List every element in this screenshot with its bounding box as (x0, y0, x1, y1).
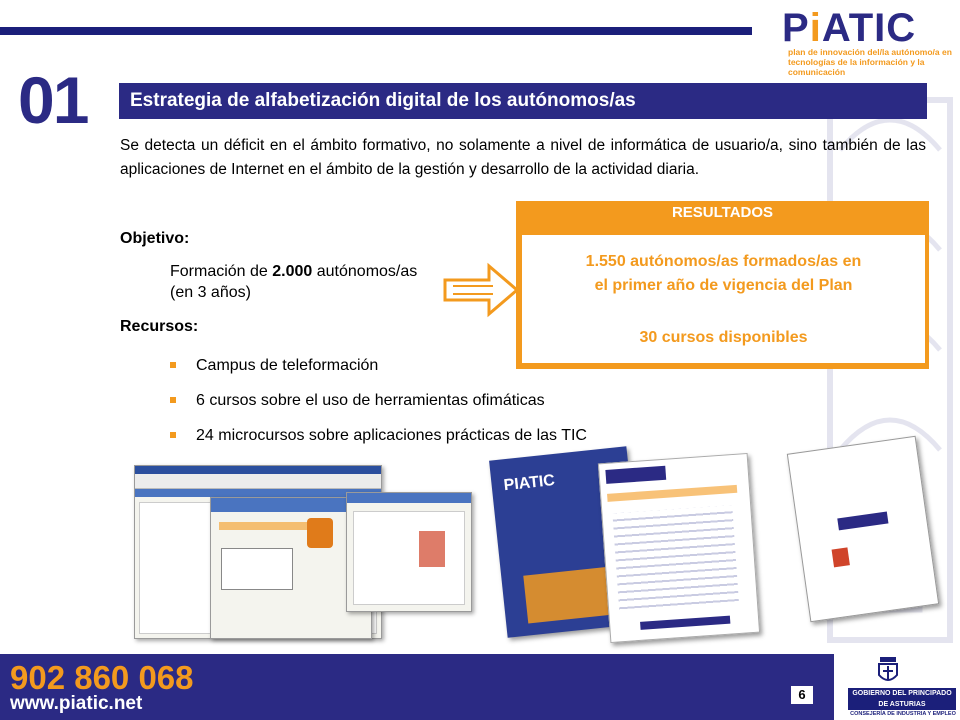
campus-screenshot-3 (346, 492, 472, 612)
bullet-square-icon (170, 362, 176, 368)
intro-paragraph: Se detecta un déficit en el ámbito formativo, no solamente a nivel de informática de usuario/a, sino también de las aplicaciones de Internet en el ámbito de la gestión y desarrollo de la actividad diaria. (120, 137, 926, 178)
phone-number: 902 860 068 (10, 659, 194, 696)
results-line-1: 1.550 autónomos/as formados/as en (585, 253, 862, 270)
results-line-3: 30 cursos disponibles (639, 329, 808, 346)
logo-subtitle: plan de innovación del/la autónomo/a en tecnologías de la información y la comunicación (788, 47, 952, 77)
logo-wordmark: PiATIC (782, 6, 917, 50)
brochure-stack (787, 436, 939, 622)
list-item: 24 microcursos sobre aplicaciones prácticas de las TIC (170, 418, 790, 453)
ministry-name: CONSEJERÍA DE INDUSTRIA Y EMPLEO (850, 711, 956, 717)
objetivo-label: Objetivo: (120, 230, 190, 247)
list-item: 6 cursos sobre el uso de herramientas ofimáticas (170, 383, 790, 418)
bullet-square-icon (170, 432, 176, 438)
results-line-2: el primer año de vigencia del Plan (594, 277, 853, 294)
results-header: RESULTADOS (671, 204, 774, 221)
page-number: 6 (798, 687, 806, 702)
government-name: GOBIERNO DEL PRINCIPADO DE ASTURIAS (852, 690, 952, 708)
recursos-label: Recursos: (120, 318, 199, 335)
bullet-square-icon (170, 397, 176, 403)
list-item: Campus de teleformación (170, 348, 790, 383)
piatic-logo (782, 6, 958, 77)
section-number: 01 (18, 63, 88, 137)
brochure-cover-blue: PIATIC (489, 446, 645, 637)
right-arrow-icon (443, 262, 519, 318)
header-rule (0, 27, 752, 35)
objetivo-text: Formación de 2.000 autónomos/as (en 3 años) (170, 263, 418, 301)
section-title: Estrategia de alfabetización digital de los autónomos/as (130, 90, 636, 111)
brochure-page (598, 453, 760, 643)
crest-icon (874, 655, 902, 685)
website-link[interactable]: www.piatic.net (10, 693, 143, 714)
